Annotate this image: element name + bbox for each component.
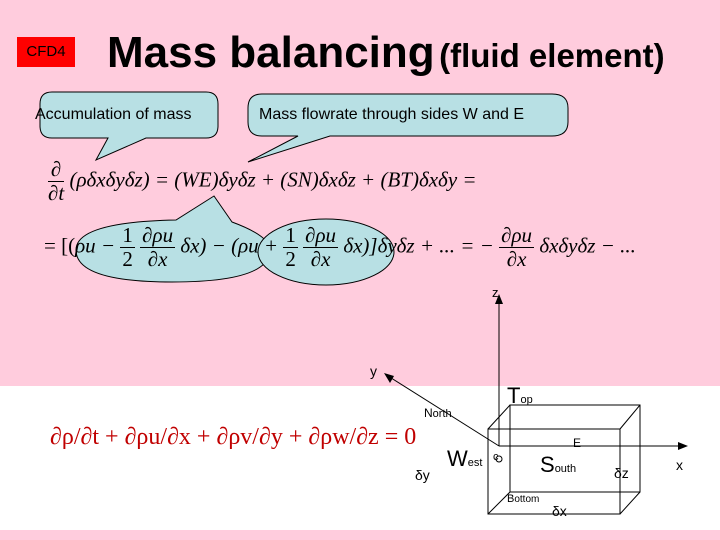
accumulation-label: Accumulation of mass xyxy=(35,106,192,123)
dx-label: δx xyxy=(552,503,567,519)
slide-badge: CFD4 xyxy=(17,37,75,67)
flowrate-callout xyxy=(248,94,568,162)
eq2-tail-2: δxδyδz − ... xyxy=(539,233,636,258)
arrow-heads xyxy=(384,294,688,450)
half-1: $\frac{1}{2}$ xyxy=(122,223,133,272)
partial-t: $\frac{\partial}{\partial t}$ xyxy=(48,157,65,206)
eq2-dx-2: δx)] xyxy=(343,233,378,258)
west-label: West xyxy=(447,446,483,471)
y-arrow xyxy=(384,373,394,383)
x-axis-label: x xyxy=(676,457,683,473)
bottom-label: Bottom xyxy=(507,493,540,505)
accumulation-callout xyxy=(40,92,218,160)
continuity-equation xyxy=(50,424,416,451)
continuity-text: ∂ρ/∂t + ∂ρu/∂x + ∂ρv/∂y + ∂ρw/∂z = 0 xyxy=(50,424,417,450)
y-axis-label: y xyxy=(370,363,377,379)
eq2-dx-1: δx) − ( xyxy=(180,233,239,258)
partial-rho-u-dx-2: $\frac{\partial\rho u}{\partial x}$ xyxy=(305,223,337,272)
equation-1-rhs: (ρδxδyδz) = (WE)δyδz + (SN)δxδz + (BT)δxδy = xyxy=(69,167,477,192)
flowrate-label: Mass flowrate through sides W and E xyxy=(259,106,525,123)
east-label: E xyxy=(573,436,582,450)
equation-2 xyxy=(44,224,636,271)
partial-rho-u-dx-3: $\frac{\partial\rho u}{\partial x}$ xyxy=(501,223,533,272)
top-label: Top xyxy=(507,383,533,408)
center-label: c xyxy=(493,451,499,463)
eq2-tail-1: δyδz + ... = − xyxy=(377,233,494,258)
equation-1 xyxy=(48,158,477,205)
dy-label: δy xyxy=(415,467,430,483)
eq2-rho-u-2: ρu + xyxy=(238,233,279,258)
eq2-start: = [( xyxy=(44,233,76,258)
south-label: South xyxy=(540,452,577,477)
title-sub: (fluid element) xyxy=(439,37,665,74)
x-arrow xyxy=(678,442,688,450)
dz-label: δz xyxy=(614,465,629,481)
eq2-rho-u-1: ρu − xyxy=(75,233,116,258)
partial-rho-u-dx-1: $\frac{\partial\rho u}{\partial x}$ xyxy=(142,223,174,272)
title-main: Mass balancing xyxy=(107,28,435,77)
north-label: North xyxy=(424,406,452,420)
half-2: $\frac{1}{2}$ xyxy=(285,223,296,272)
z-axis-label: z xyxy=(492,285,499,300)
